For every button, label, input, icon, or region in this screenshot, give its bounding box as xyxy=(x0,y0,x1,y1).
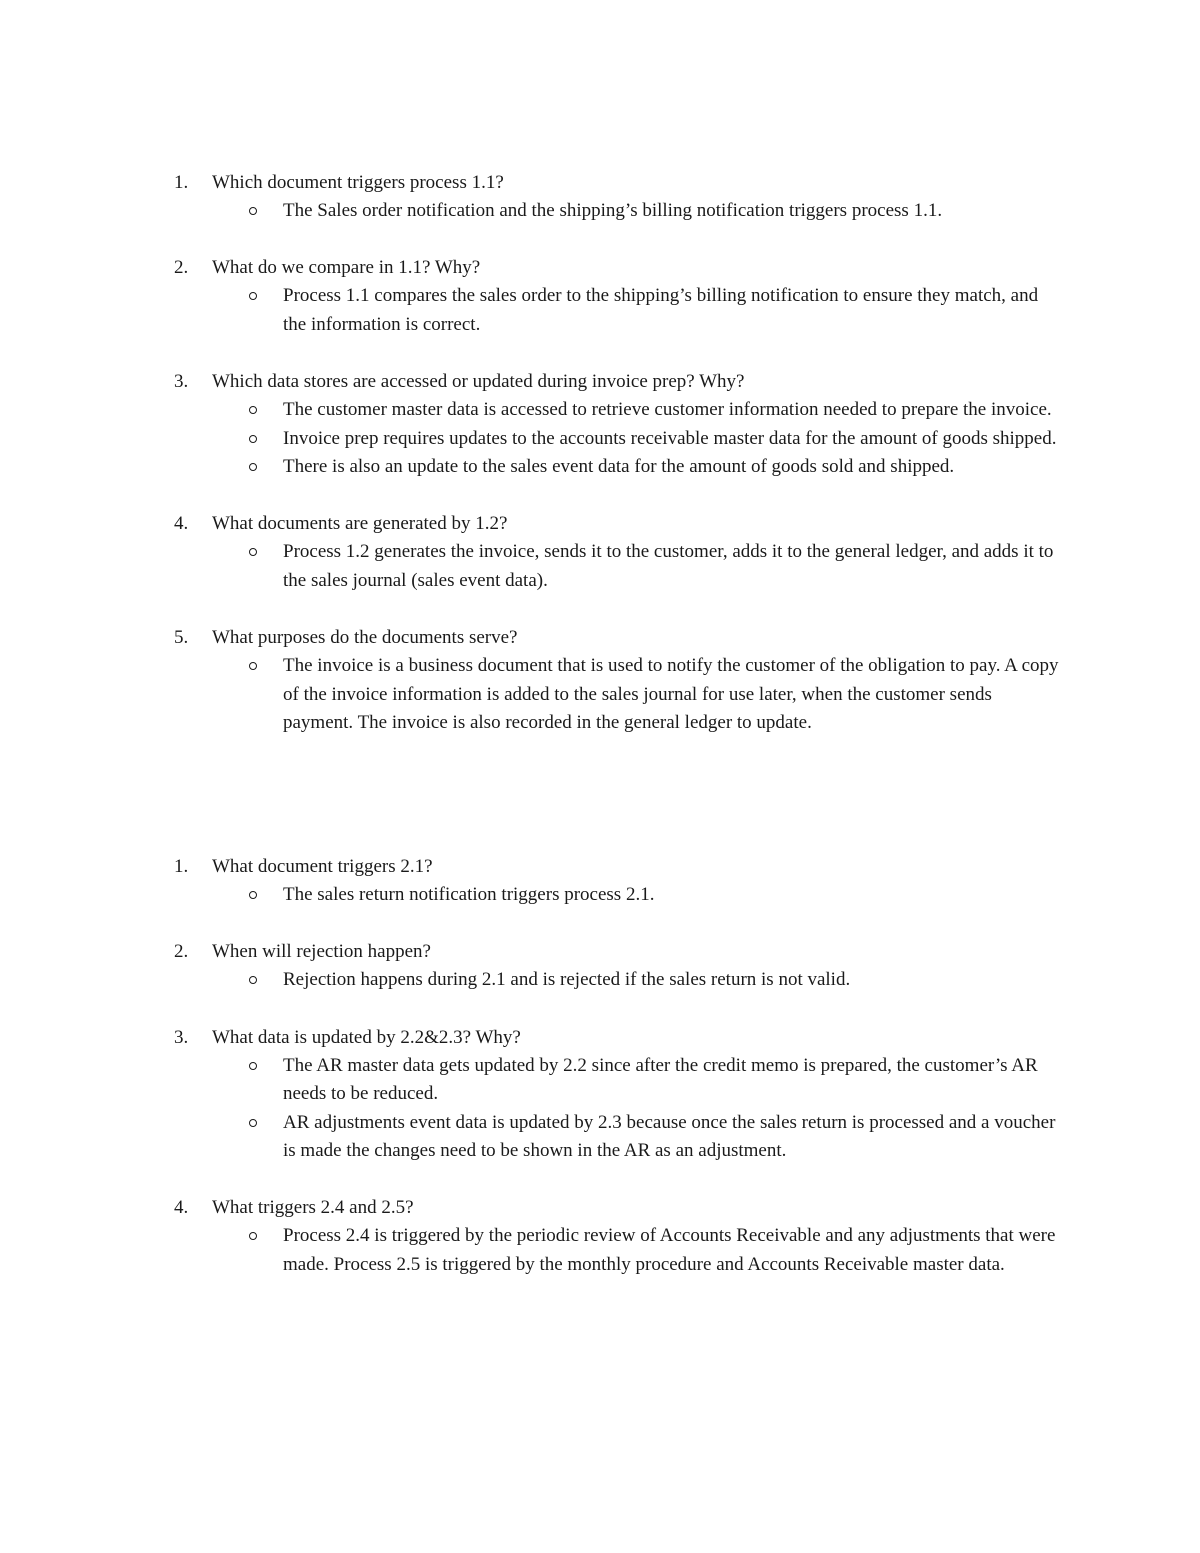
question-number: 1. xyxy=(174,172,189,193)
answer-item xyxy=(0,652,1063,737)
answer-list xyxy=(0,652,1200,737)
question-number: 2. xyxy=(174,941,189,963)
answer-list xyxy=(0,538,1200,595)
answer-item xyxy=(0,966,1063,994)
question-text: Which data stores are accessed or updated during invoice prep? Why? xyxy=(212,371,745,393)
answer-list xyxy=(0,1222,1200,1279)
answer-list xyxy=(0,881,1200,909)
question-text: Which document triggers process 1.1? xyxy=(212,172,504,193)
question-number: 4. xyxy=(174,1197,189,1219)
hollow-circle-bullet-icon xyxy=(249,1119,257,1127)
question-item xyxy=(0,937,1200,994)
answer-item xyxy=(0,1052,1063,1109)
answer-text: The Sales order notification and the shipping’s billing notification triggers process 1.1. xyxy=(283,200,943,221)
question-item xyxy=(0,623,1200,737)
answer-item xyxy=(0,453,1063,481)
question-item xyxy=(0,1193,1200,1279)
answer-item xyxy=(0,396,1063,424)
question-text: What do we compare in 1.1? Why? xyxy=(212,257,481,279)
question-section-2 xyxy=(0,852,1200,1307)
answer-text: There is also an update to the sales event data for the amount of goods sold and shipped. xyxy=(283,456,955,478)
hollow-circle-bullet-icon xyxy=(249,406,257,414)
question-number: 3. xyxy=(174,1026,189,1048)
answer-item xyxy=(0,282,1063,339)
answer-list xyxy=(0,282,1200,339)
hollow-circle-bullet-icon xyxy=(249,435,257,443)
question-number: 1. xyxy=(174,856,189,877)
answer-text: AR adjustments event data is updated by 2.3 because once the sales return is processed and a voucher is made the changes need to be shown in the AR as an adjustment. xyxy=(283,1111,1056,1162)
question-text: When will rejection happen? xyxy=(212,941,431,963)
hollow-circle-bullet-icon xyxy=(249,1062,257,1070)
question-text: What documents are generated by 1.2? xyxy=(212,513,508,535)
answer-text: The sales return notification triggers process 2.1. xyxy=(283,884,655,905)
question-text: What data is updated by 2.2&2.3? Why? xyxy=(212,1026,521,1048)
question-item xyxy=(0,168,1200,225)
answer-item xyxy=(0,425,1063,453)
hollow-circle-bullet-icon xyxy=(249,463,257,471)
question-text: What purposes do the documents serve? xyxy=(212,627,518,649)
question-item xyxy=(0,509,1200,595)
question-item xyxy=(0,367,1200,481)
question-item xyxy=(0,852,1200,909)
question-section-1 xyxy=(0,168,1200,765)
answer-item xyxy=(0,1109,1063,1166)
answer-item xyxy=(0,197,1063,225)
answer-list xyxy=(0,197,1200,225)
hollow-circle-bullet-icon xyxy=(249,891,257,899)
answer-text: The AR master data gets updated by 2.2 since after the credit memo is prepared, the customer’s AR needs to be reduced. xyxy=(283,1054,1038,1105)
hollow-circle-bullet-icon xyxy=(249,548,257,556)
answer-text: Invoice prep requires updates to the accounts receivable master data for the amount of goods shipped. xyxy=(283,427,1057,449)
answer-text: Process 1.1 compares the sales order to the shipping’s billing notification to ensure they match, and the information is correct. xyxy=(283,285,1039,335)
hollow-circle-bullet-icon xyxy=(249,976,257,984)
question-item xyxy=(0,253,1200,339)
answer-item xyxy=(0,538,1063,595)
question-item xyxy=(0,1023,1200,1166)
question-text: What document triggers 2.1? xyxy=(212,856,433,877)
answer-item xyxy=(0,1222,1063,1279)
question-number: 2. xyxy=(174,257,189,279)
answer-text: Process 1.2 generates the invoice, sends it to the customer, adds it to the general ledger, and adds it to the sales journal (sales event data). xyxy=(283,541,1054,591)
answer-text: The customer master data is accessed to retrieve customer information needed to prepare the invoice. xyxy=(283,399,1052,421)
answer-text: The invoice is a business document that is used to notify the customer of the obligation to pay. A copy of the invoice information is added to the sales journal for use later, when the customer sends payment. The invoice is also recorded in the general ledger to update. xyxy=(283,655,1059,734)
question-number: 4. xyxy=(174,513,189,535)
hollow-circle-bullet-icon xyxy=(249,292,257,300)
hollow-circle-bullet-icon xyxy=(249,1232,257,1240)
question-text: What triggers 2.4 and 2.5? xyxy=(212,1197,414,1219)
answer-list xyxy=(0,396,1200,481)
question-number: 5. xyxy=(174,627,189,649)
hollow-circle-bullet-icon xyxy=(249,662,257,670)
answer-list xyxy=(0,966,1200,994)
question-number: 3. xyxy=(174,371,189,393)
answer-text: Rejection happens during 2.1 and is rejected if the sales return is not valid. xyxy=(283,969,851,991)
answer-item xyxy=(0,881,1063,909)
answer-text: Process 2.4 is triggered by the periodic review of Accounts Receivable and any adjustments that were made. Process 2.5 is triggered by the monthly procedure and Accounts Receivable master data. xyxy=(283,1225,1056,1275)
answer-list xyxy=(0,1052,1200,1166)
hollow-circle-bullet-icon xyxy=(249,207,257,215)
